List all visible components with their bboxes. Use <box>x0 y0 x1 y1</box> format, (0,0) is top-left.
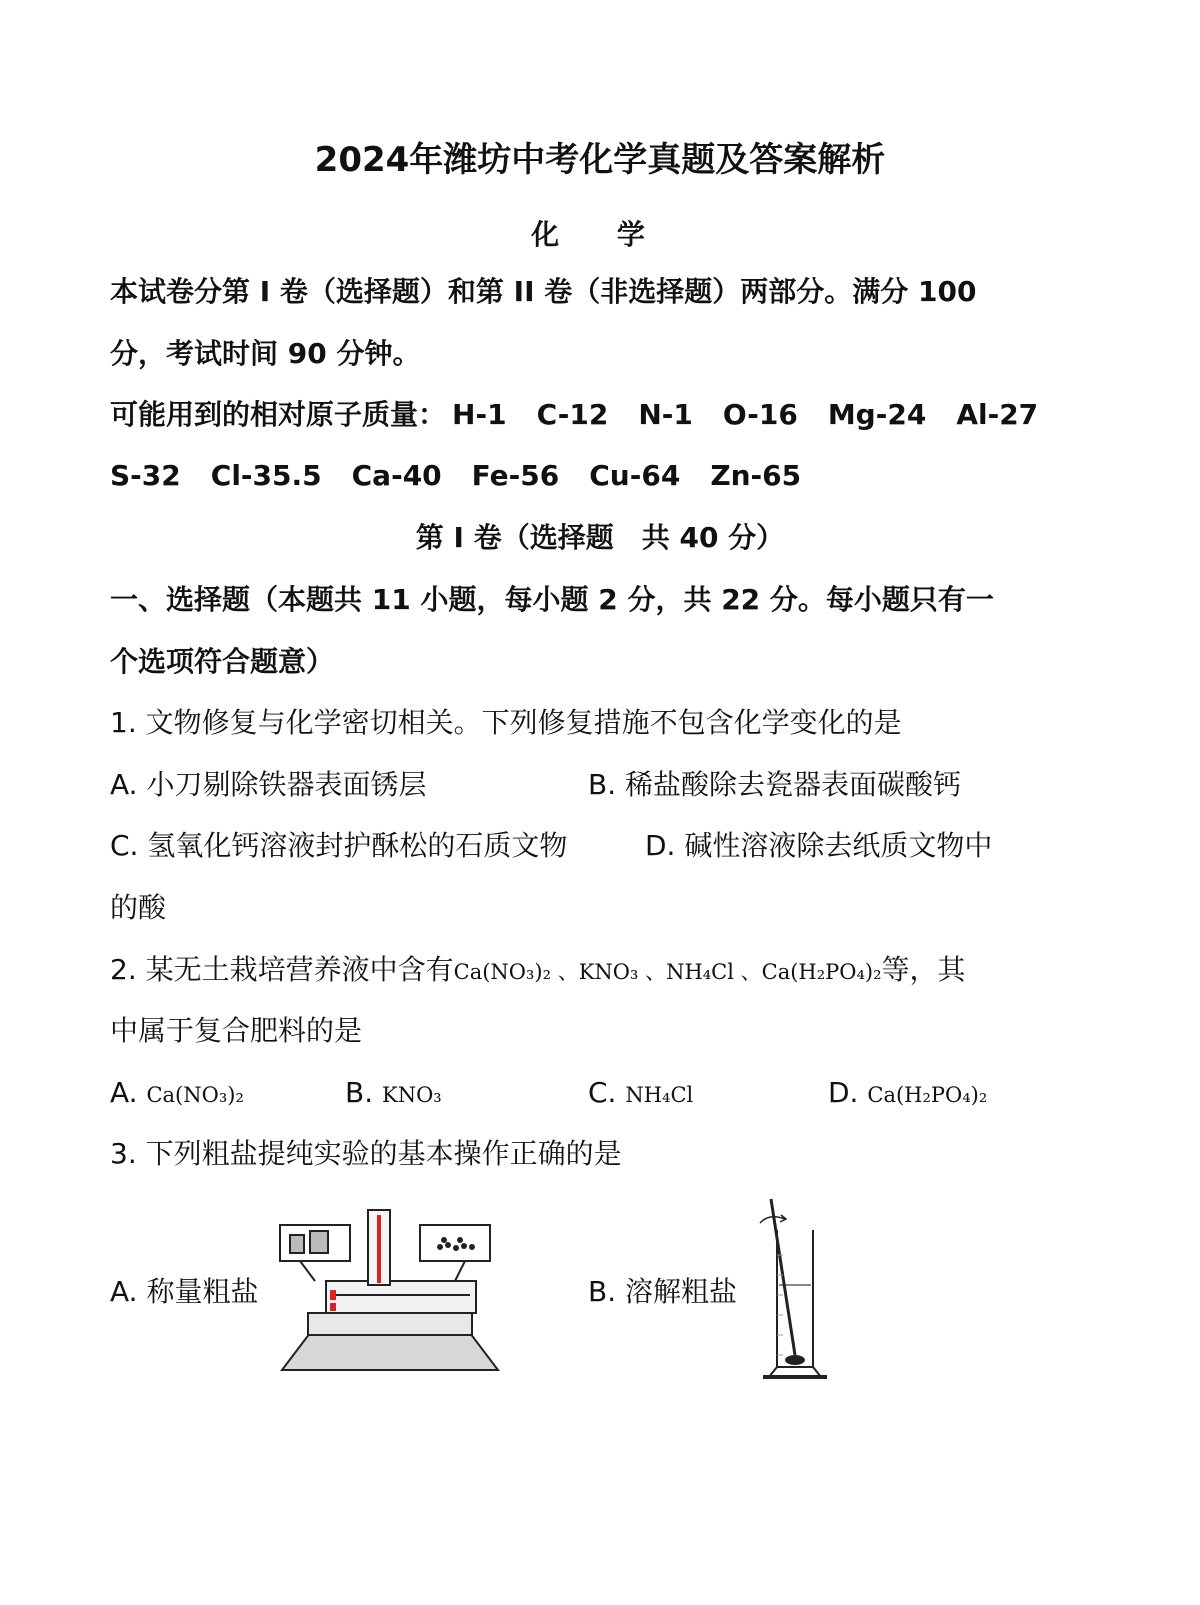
page-title: 2024年潍坊中考化学真题及答案解析 <box>314 140 886 180</box>
q2-option-a-formula: Ca(NO₃)₂ <box>146 1083 244 1107</box>
atomic-mass-row-2 <box>110 459 831 493</box>
q2-option-d-formula: Ca(H₂PO₄)₂ <box>867 1083 988 1107</box>
q2-option-c <box>588 1076 693 1112</box>
atomic-mass: O-16 <box>722 398 798 431</box>
q2-option-b <box>345 1076 442 1112</box>
part-one-heading-1: 一、选择题（本题共 11 小题，每小题 2 分，共 22 分。每小题只有一 <box>110 583 994 616</box>
atomic-mass: Fe-56 <box>471 459 560 492</box>
q1-option-a: A. 小刀剔除铁器表面锈层 <box>110 768 427 801</box>
atomic-mass: Zn-65 <box>710 459 802 492</box>
q1-option-d-continued: 的酸 <box>110 891 167 924</box>
atomic-mass-label: 可能用到的相对原子质量： <box>110 398 447 431</box>
intro-line-1: 本试卷分第 I 卷（选择题）和第 II 卷（非选择题）两部分。满分 100 <box>110 275 977 308</box>
q3-option-a: A. 称量粗盐 <box>110 1275 259 1308</box>
atomic-mass: C-12 <box>536 398 609 431</box>
atomic-mass: Cu-64 <box>589 459 681 492</box>
question-2-stem-line-2: 中属于复合肥料的是 <box>110 1014 363 1047</box>
q2-option-d <box>828 1076 987 1112</box>
atomic-mass-row-1 <box>110 398 1068 432</box>
question-1-stem: 1. 文物修复与化学密切相关。下列修复措施不包含化学变化的是 <box>110 706 902 739</box>
question-3-stem: 3. 下列粗盐提纯实验的基本操作正确的是 <box>110 1137 622 1170</box>
q3-option-b: B. 溶解粗盐 <box>588 1275 738 1308</box>
atomic-mass: N-1 <box>638 398 693 431</box>
part-one-heading-2: 个选项符合题意） <box>110 645 335 678</box>
q2-formula-list: Ca(NO₃)₂ 、KNO₃ 、NH₄Cl 、Ca(H₂PO₄)₂ <box>453 960 882 984</box>
subject-heading: 化 学 <box>531 218 669 251</box>
graduated-cylinder-illustration <box>755 1195 835 1385</box>
q2-option-c-label: C. <box>588 1076 617 1109</box>
q1-option-c: C. 氢氧化钙溶液封护酥松的石质文物 <box>110 829 568 862</box>
atomic-mass: Ca-40 <box>351 459 442 492</box>
question-2-stem <box>110 953 966 989</box>
q2-stem-text: 2. 某无土栽培营养液中含有 <box>110 953 454 986</box>
q2-option-d-label: D. <box>828 1076 859 1109</box>
atomic-mass: S-32 <box>110 459 181 492</box>
intro-line-2: 分，考试时间 90 分钟。 <box>110 337 421 370</box>
q2-option-b-label: B. <box>345 1076 374 1109</box>
q2-option-a-label: A. <box>110 1076 138 1109</box>
atomic-mass: Cl-35.5 <box>210 459 322 492</box>
q2-stem-tail: 等，其 <box>881 953 966 986</box>
q1-option-b: B. 稀盐酸除去瓷器表面碳酸钙 <box>588 768 962 801</box>
atomic-mass: Al-27 <box>956 398 1039 431</box>
atomic-mass: H-1 <box>452 398 507 431</box>
section-title: 第 I 卷（选择题 共 40 分） <box>415 521 785 554</box>
q2-option-a <box>110 1076 244 1112</box>
q2-option-b-formula: KNO₃ <box>382 1083 442 1107</box>
atomic-mass: Mg-24 <box>827 398 927 431</box>
q1-option-d: D. 碱性溶液除去纸质文物中 <box>645 829 993 862</box>
q2-option-c-formula: NH₄Cl <box>625 1083 694 1107</box>
balance-scale-illustration <box>270 1195 510 1375</box>
